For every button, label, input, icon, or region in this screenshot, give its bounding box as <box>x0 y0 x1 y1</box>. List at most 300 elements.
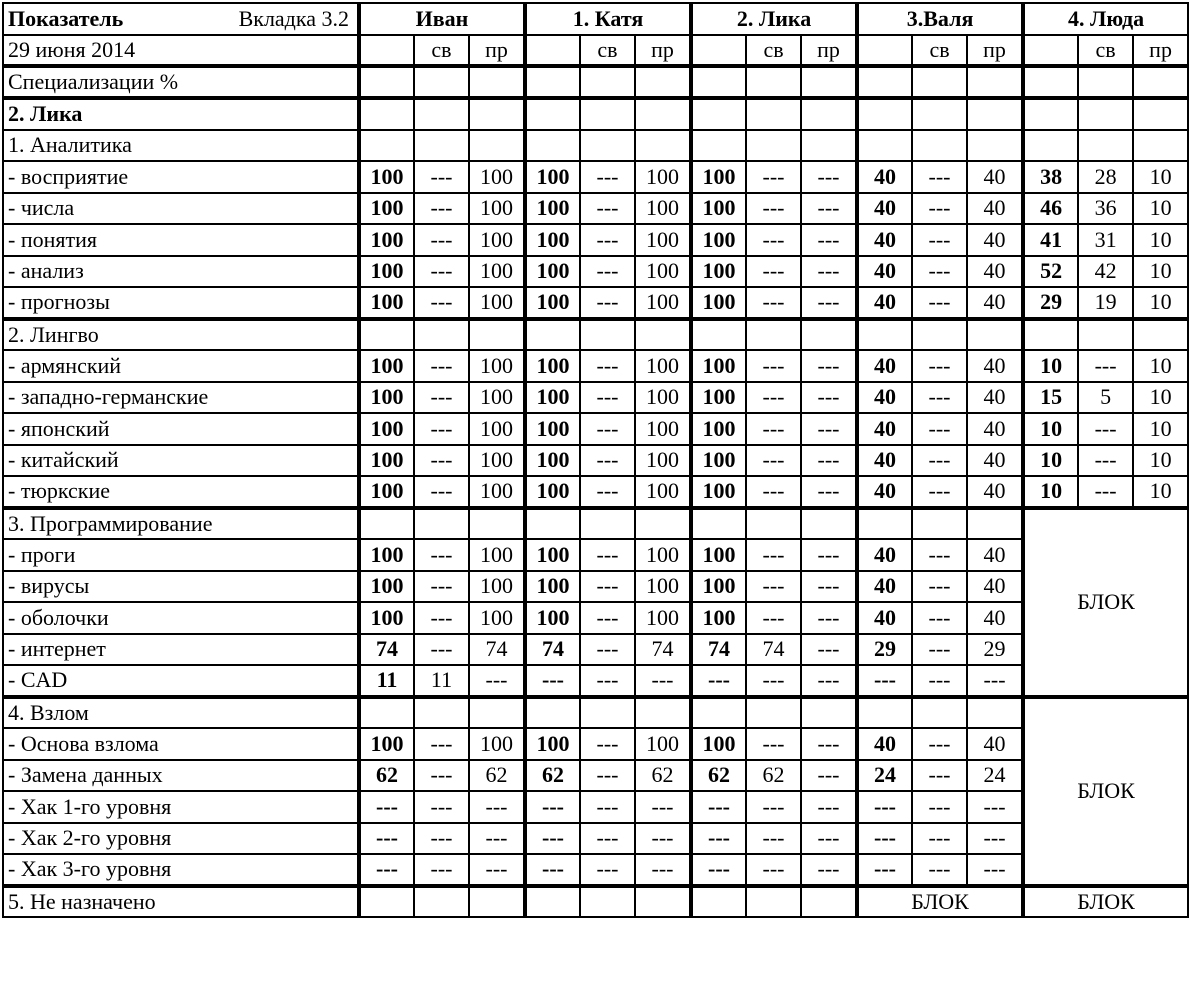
value-cell-lika-sv: --- <box>746 476 801 508</box>
value-cell-lika-pr <box>801 508 857 540</box>
block-label-unassigned-luda: БЛОК <box>1023 886 1188 918</box>
table-row <box>3 161 1188 193</box>
value-cell-valya-total: 40 <box>857 161 912 193</box>
value-cell-lika-sv: --- <box>746 224 801 256</box>
value-cell-valya-pr <box>967 697 1023 729</box>
value-cell-katya-total: --- <box>525 665 580 697</box>
row-label: Специализации % <box>3 66 359 98</box>
value-cell-luda-total <box>1023 319 1078 351</box>
value-cell-lika-sv: --- <box>746 161 801 193</box>
value-cell-valya-sv: --- <box>912 665 967 697</box>
value-cell-katya-sv: --- <box>580 823 635 855</box>
subheader-valya-sv: св <box>912 35 967 67</box>
value-cell-lika-pr: --- <box>801 193 857 225</box>
value-cell-luda-total: 29 <box>1023 287 1078 319</box>
value-cell-katya-sv: --- <box>580 382 635 414</box>
value-cell-ivan-sv: --- <box>414 602 469 634</box>
value-cell-ivan-sv: --- <box>414 728 469 760</box>
block-label-hacking: БЛОК <box>1023 697 1188 886</box>
value-cell-ivan-sv: --- <box>414 823 469 855</box>
value-cell-katya-sv: --- <box>580 634 635 666</box>
value-cell-valya-sv <box>912 508 967 540</box>
value-cell-ivan-pr: --- <box>469 854 525 886</box>
value-cell-ivan-total <box>359 66 414 98</box>
value-cell-ivan-sv <box>414 130 469 162</box>
subheader-valya-pr: пр <box>967 35 1023 67</box>
value-cell-katya-sv: --- <box>580 665 635 697</box>
subheader-lika-sv: св <box>746 35 801 67</box>
value-cell-katya-total: --- <box>525 823 580 855</box>
subheader-luda-total <box>1023 35 1078 67</box>
value-cell-ivan-total: 100 <box>359 161 414 193</box>
row-label: - Хак 2-го уровня <box>3 823 359 855</box>
value-cell-lika-total: 100 <box>691 476 746 508</box>
value-cell-lika-pr: --- <box>801 350 857 382</box>
value-cell-katya-pr: 100 <box>635 382 691 414</box>
value-cell-valya-total: 40 <box>857 571 912 603</box>
value-cell-katya-pr <box>635 508 691 540</box>
value-cell-katya-total: 100 <box>525 256 580 288</box>
table-row <box>3 66 1188 98</box>
row-label: - интернет <box>3 634 359 666</box>
value-cell-katya-total: 100 <box>525 445 580 477</box>
value-cell-katya-total: 62 <box>525 760 580 792</box>
value-cell-lika-pr: --- <box>801 413 857 445</box>
row-label: - понятия <box>3 224 359 256</box>
value-cell-luda-pr: 10 <box>1133 224 1188 256</box>
value-cell-luda-sv <box>1078 98 1133 130</box>
value-cell-valya-pr: 40 <box>967 350 1023 382</box>
value-cell-valya-sv: --- <box>912 854 967 886</box>
value-cell-katya-total <box>525 697 580 729</box>
value-cell-ivan-sv <box>414 66 469 98</box>
value-cell-katya-pr: 100 <box>635 728 691 760</box>
value-cell-valya-sv: --- <box>912 224 967 256</box>
value-cell-lika-sv: --- <box>746 413 801 445</box>
value-cell-ivan-pr: --- <box>469 791 525 823</box>
table-row <box>3 256 1188 288</box>
person-header-valya: 3.Валя <box>857 3 1023 35</box>
value-cell-lika-pr: --- <box>801 224 857 256</box>
empty-cell <box>635 886 691 918</box>
value-cell-luda-sv: --- <box>1078 413 1133 445</box>
value-cell-ivan-total: 11 <box>359 665 414 697</box>
value-cell-ivan-pr: 100 <box>469 224 525 256</box>
value-cell-valya-sv: --- <box>912 823 967 855</box>
table-row <box>3 760 1188 792</box>
value-cell-valya-total: 40 <box>857 287 912 319</box>
date-label: 29 июня 2014 <box>3 35 359 67</box>
value-cell-luda-pr: 10 <box>1133 193 1188 225</box>
value-cell-lika-pr: --- <box>801 256 857 288</box>
value-cell-valya-pr <box>967 66 1023 98</box>
subheader-katya-total <box>525 35 580 67</box>
value-cell-katya-pr: 100 <box>635 224 691 256</box>
block-label-programming: БЛОК <box>1023 508 1188 697</box>
value-cell-lika-total: 62 <box>691 760 746 792</box>
value-cell-katya-sv: --- <box>580 760 635 792</box>
value-cell-valya-pr: 40 <box>967 445 1023 477</box>
value-cell-ivan-total: 100 <box>359 256 414 288</box>
value-cell-katya-sv <box>580 98 635 130</box>
value-cell-ivan-pr: --- <box>469 823 525 855</box>
value-cell-katya-sv <box>580 697 635 729</box>
value-cell-valya-total <box>857 130 912 162</box>
person-header-ivan: Иван <box>359 3 525 35</box>
value-cell-lika-sv: --- <box>746 193 801 225</box>
value-cell-ivan-total <box>359 319 414 351</box>
value-cell-katya-pr: 100 <box>635 539 691 571</box>
value-cell-lika-pr: --- <box>801 602 857 634</box>
value-cell-lika-pr: --- <box>801 287 857 319</box>
value-cell-valya-pr: 40 <box>967 161 1023 193</box>
row-label: - CAD <box>3 665 359 697</box>
value-cell-lika-total <box>691 697 746 729</box>
value-cell-valya-total: 40 <box>857 193 912 225</box>
value-cell-ivan-sv: --- <box>414 634 469 666</box>
value-cell-luda-pr: 10 <box>1133 350 1188 382</box>
value-cell-katya-pr: 100 <box>635 350 691 382</box>
value-cell-ivan-total: 100 <box>359 476 414 508</box>
table-row <box>3 571 1188 603</box>
value-cell-valya-pr: 40 <box>967 256 1023 288</box>
value-cell-ivan-sv: --- <box>414 350 469 382</box>
value-cell-lika-total <box>691 319 746 351</box>
value-cell-lika-total: 100 <box>691 602 746 634</box>
value-cell-valya-pr: --- <box>967 823 1023 855</box>
value-cell-valya-pr: 40 <box>967 224 1023 256</box>
value-cell-ivan-sv: --- <box>414 382 469 414</box>
row-label: 5. Не назначено <box>3 886 359 918</box>
value-cell-ivan-total: --- <box>359 823 414 855</box>
value-cell-valya-total <box>857 66 912 98</box>
value-cell-luda-pr: 10 <box>1133 256 1188 288</box>
value-cell-lika-total <box>691 508 746 540</box>
value-cell-lika-pr: --- <box>801 476 857 508</box>
value-cell-ivan-pr <box>469 130 525 162</box>
value-cell-lika-sv: --- <box>746 571 801 603</box>
value-cell-ivan-total <box>359 98 414 130</box>
person-header-katya: 1. Катя <box>525 3 691 35</box>
value-cell-katya-pr <box>635 697 691 729</box>
value-cell-katya-total <box>525 319 580 351</box>
value-cell-katya-sv: --- <box>580 161 635 193</box>
value-cell-ivan-pr: 100 <box>469 728 525 760</box>
empty-cell <box>746 886 801 918</box>
value-cell-lika-sv <box>746 130 801 162</box>
value-cell-katya-total <box>525 508 580 540</box>
value-cell-ivan-sv <box>414 508 469 540</box>
value-cell-ivan-total <box>359 130 414 162</box>
value-cell-lika-sv: --- <box>746 539 801 571</box>
value-cell-katya-pr: 100 <box>635 287 691 319</box>
value-cell-valya-pr: 40 <box>967 571 1023 603</box>
value-cell-lika-sv: --- <box>746 728 801 760</box>
value-cell-lika-pr <box>801 319 857 351</box>
value-cell-katya-pr: --- <box>635 854 691 886</box>
value-cell-lika-total: 100 <box>691 382 746 414</box>
value-cell-ivan-sv: --- <box>414 476 469 508</box>
row-label: 2. Лика <box>3 98 359 130</box>
value-cell-katya-pr: --- <box>635 791 691 823</box>
value-cell-lika-sv <box>746 319 801 351</box>
value-cell-katya-pr <box>635 98 691 130</box>
value-cell-valya-sv: --- <box>912 602 967 634</box>
value-cell-ivan-sv: --- <box>414 161 469 193</box>
value-cell-lika-total: --- <box>691 854 746 886</box>
table-row <box>3 602 1188 634</box>
table-row <box>3 854 1188 886</box>
value-cell-lika-total: 74 <box>691 634 746 666</box>
value-cell-lika-total: 100 <box>691 350 746 382</box>
value-cell-katya-sv: --- <box>580 413 635 445</box>
value-cell-valya-total <box>857 697 912 729</box>
subheader-ivan-total <box>359 35 414 67</box>
value-cell-valya-total <box>857 319 912 351</box>
empty-cell <box>580 886 635 918</box>
empty-cell <box>525 886 580 918</box>
value-cell-lika-total: 100 <box>691 256 746 288</box>
table-row <box>3 697 1188 729</box>
subheader-luda-pr: пр <box>1133 35 1188 67</box>
value-cell-lika-pr <box>801 697 857 729</box>
value-cell-luda-pr: 10 <box>1133 445 1188 477</box>
table-row <box>3 382 1188 414</box>
value-cell-ivan-total: 100 <box>359 287 414 319</box>
value-cell-valya-sv: --- <box>912 256 967 288</box>
value-cell-lika-pr <box>801 66 857 98</box>
value-cell-ivan-pr <box>469 319 525 351</box>
value-cell-katya-sv <box>580 319 635 351</box>
value-cell-valya-sv: --- <box>912 445 967 477</box>
value-cell-lika-pr: --- <box>801 382 857 414</box>
table-row <box>3 130 1188 162</box>
value-cell-lika-pr: --- <box>801 445 857 477</box>
value-cell-valya-pr: 40 <box>967 728 1023 760</box>
value-cell-valya-sv <box>912 98 967 130</box>
value-cell-valya-sv: --- <box>912 382 967 414</box>
table-row <box>3 445 1188 477</box>
row-label: - западно-германские <box>3 382 359 414</box>
value-cell-luda-total: 10 <box>1023 350 1078 382</box>
value-cell-lika-sv: --- <box>746 350 801 382</box>
table-row <box>3 413 1188 445</box>
value-cell-lika-total <box>691 66 746 98</box>
page-title: Показатель <box>8 5 124 31</box>
row-label: 1. Аналитика <box>3 130 359 162</box>
value-cell-lika-pr: --- <box>801 665 857 697</box>
value-cell-lika-sv <box>746 66 801 98</box>
value-cell-katya-pr <box>635 66 691 98</box>
value-cell-katya-total <box>525 66 580 98</box>
value-cell-katya-total: 100 <box>525 413 580 445</box>
value-cell-ivan-sv: --- <box>414 571 469 603</box>
value-cell-luda-sv <box>1078 130 1133 162</box>
value-cell-katya-total: 100 <box>525 476 580 508</box>
value-cell-lika-pr <box>801 130 857 162</box>
value-cell-valya-sv: --- <box>912 193 967 225</box>
subheader-lika-total <box>691 35 746 67</box>
value-cell-luda-sv: --- <box>1078 350 1133 382</box>
value-cell-valya-total: 40 <box>857 728 912 760</box>
value-cell-ivan-pr: 100 <box>469 571 525 603</box>
value-cell-valya-total: 24 <box>857 760 912 792</box>
value-cell-katya-pr: 100 <box>635 193 691 225</box>
value-cell-ivan-pr <box>469 66 525 98</box>
value-cell-katya-pr: 100 <box>635 413 691 445</box>
value-cell-valya-total: 40 <box>857 602 912 634</box>
value-cell-lika-sv: 62 <box>746 760 801 792</box>
value-cell-luda-sv: --- <box>1078 476 1133 508</box>
value-cell-valya-sv <box>912 697 967 729</box>
value-cell-valya-pr <box>967 98 1023 130</box>
value-cell-lika-total: 100 <box>691 539 746 571</box>
row-label: - числа <box>3 193 359 225</box>
value-cell-lika-total: --- <box>691 791 746 823</box>
value-cell-lika-total: 100 <box>691 413 746 445</box>
value-cell-ivan-total: 100 <box>359 571 414 603</box>
row-label: - анализ <box>3 256 359 288</box>
value-cell-lika-total <box>691 130 746 162</box>
value-cell-lika-total: --- <box>691 823 746 855</box>
value-cell-luda-pr: 10 <box>1133 476 1188 508</box>
value-cell-valya-sv: --- <box>912 161 967 193</box>
row-label: - прогнозы <box>3 287 359 319</box>
empty-cell <box>359 886 414 918</box>
person-header-luda: 4. Люда <box>1023 3 1188 35</box>
row-label: - Хак 3-го уровня <box>3 854 359 886</box>
value-cell-lika-sv: --- <box>746 854 801 886</box>
value-cell-luda-sv: 36 <box>1078 193 1133 225</box>
value-cell-valya-pr: 40 <box>967 476 1023 508</box>
value-cell-lika-sv <box>746 697 801 729</box>
value-cell-valya-pr: --- <box>967 791 1023 823</box>
value-cell-luda-pr: 10 <box>1133 287 1188 319</box>
value-cell-ivan-sv: --- <box>414 760 469 792</box>
value-cell-katya-total: 100 <box>525 728 580 760</box>
value-cell-katya-sv: --- <box>580 602 635 634</box>
value-cell-luda-total: 46 <box>1023 193 1078 225</box>
value-cell-valya-total: 40 <box>857 413 912 445</box>
value-cell-katya-total: 100 <box>525 350 580 382</box>
value-cell-lika-total: 100 <box>691 224 746 256</box>
header-row-2 <box>3 35 1188 67</box>
value-cell-valya-sv: --- <box>912 350 967 382</box>
value-cell-ivan-sv: --- <box>414 445 469 477</box>
value-cell-ivan-sv <box>414 319 469 351</box>
value-cell-luda-total: 41 <box>1023 224 1078 256</box>
value-cell-valya-sv: --- <box>912 571 967 603</box>
row-label: - Замена данных <box>3 760 359 792</box>
value-cell-katya-total: 100 <box>525 193 580 225</box>
row-label: - китайский <box>3 445 359 477</box>
value-cell-ivan-sv: --- <box>414 287 469 319</box>
value-cell-valya-total: 40 <box>857 445 912 477</box>
value-cell-lika-sv <box>746 98 801 130</box>
value-cell-ivan-pr: 100 <box>469 256 525 288</box>
value-cell-lika-pr: --- <box>801 571 857 603</box>
row-label: - оболочки <box>3 602 359 634</box>
value-cell-valya-sv <box>912 130 967 162</box>
value-cell-ivan-total: 100 <box>359 413 414 445</box>
value-cell-ivan-pr: 100 <box>469 602 525 634</box>
value-cell-katya-total: 100 <box>525 287 580 319</box>
value-cell-katya-sv <box>580 66 635 98</box>
table-row <box>3 508 1188 540</box>
value-cell-valya-pr: 24 <box>967 760 1023 792</box>
value-cell-valya-total: 40 <box>857 256 912 288</box>
value-cell-ivan-pr <box>469 697 525 729</box>
table-row <box>3 539 1188 571</box>
row-label: - японский <box>3 413 359 445</box>
value-cell-valya-sv: --- <box>912 287 967 319</box>
value-cell-luda-sv: --- <box>1078 445 1133 477</box>
value-cell-lika-total: 100 <box>691 287 746 319</box>
value-cell-valya-sv <box>912 66 967 98</box>
value-cell-valya-total: 40 <box>857 382 912 414</box>
value-cell-valya-sv: --- <box>912 791 967 823</box>
row-label: - Основа взлома <box>3 728 359 760</box>
table-row <box>3 886 1188 918</box>
value-cell-valya-total: --- <box>857 854 912 886</box>
value-cell-valya-sv: --- <box>912 539 967 571</box>
value-cell-lika-pr: --- <box>801 760 857 792</box>
value-cell-ivan-pr: 100 <box>469 350 525 382</box>
value-cell-valya-total <box>857 98 912 130</box>
value-cell-ivan-total: 100 <box>359 382 414 414</box>
value-cell-valya-sv: --- <box>912 413 967 445</box>
value-cell-valya-total <box>857 508 912 540</box>
value-cell-ivan-sv: --- <box>414 224 469 256</box>
value-cell-ivan-pr <box>469 508 525 540</box>
value-cell-luda-sv <box>1078 66 1133 98</box>
empty-cell <box>801 886 857 918</box>
value-cell-luda-total: 38 <box>1023 161 1078 193</box>
table-row <box>3 476 1188 508</box>
table-row <box>3 634 1188 666</box>
value-cell-lika-total: 100 <box>691 728 746 760</box>
value-cell-lika-pr: --- <box>801 854 857 886</box>
value-cell-valya-total: 40 <box>857 539 912 571</box>
value-cell-luda-total: 10 <box>1023 476 1078 508</box>
row-label: - тюркские <box>3 476 359 508</box>
value-cell-luda-pr <box>1133 66 1188 98</box>
value-cell-katya-total: 100 <box>525 224 580 256</box>
block-label-unassigned-valya: БЛОК <box>857 886 1023 918</box>
value-cell-katya-sv: --- <box>580 854 635 886</box>
value-cell-ivan-pr: 100 <box>469 445 525 477</box>
table-row <box>3 728 1188 760</box>
value-cell-ivan-total: --- <box>359 791 414 823</box>
value-cell-lika-total: --- <box>691 665 746 697</box>
value-cell-lika-sv: --- <box>746 665 801 697</box>
value-cell-ivan-pr: 100 <box>469 193 525 225</box>
value-cell-katya-total: 100 <box>525 571 580 603</box>
value-cell-katya-total: 100 <box>525 161 580 193</box>
subheader-lika-pr: пр <box>801 35 857 67</box>
subheader-katya-pr: пр <box>635 35 691 67</box>
value-cell-ivan-sv: --- <box>414 539 469 571</box>
value-cell-lika-total: 100 <box>691 193 746 225</box>
value-cell-ivan-sv <box>414 697 469 729</box>
value-cell-valya-pr: 29 <box>967 634 1023 666</box>
value-cell-valya-pr <box>967 508 1023 540</box>
subheader-katya-sv: св <box>580 35 635 67</box>
value-cell-luda-sv <box>1078 319 1133 351</box>
value-cell-valya-pr <box>967 130 1023 162</box>
value-cell-luda-sv: 19 <box>1078 287 1133 319</box>
value-cell-ivan-pr: 100 <box>469 382 525 414</box>
